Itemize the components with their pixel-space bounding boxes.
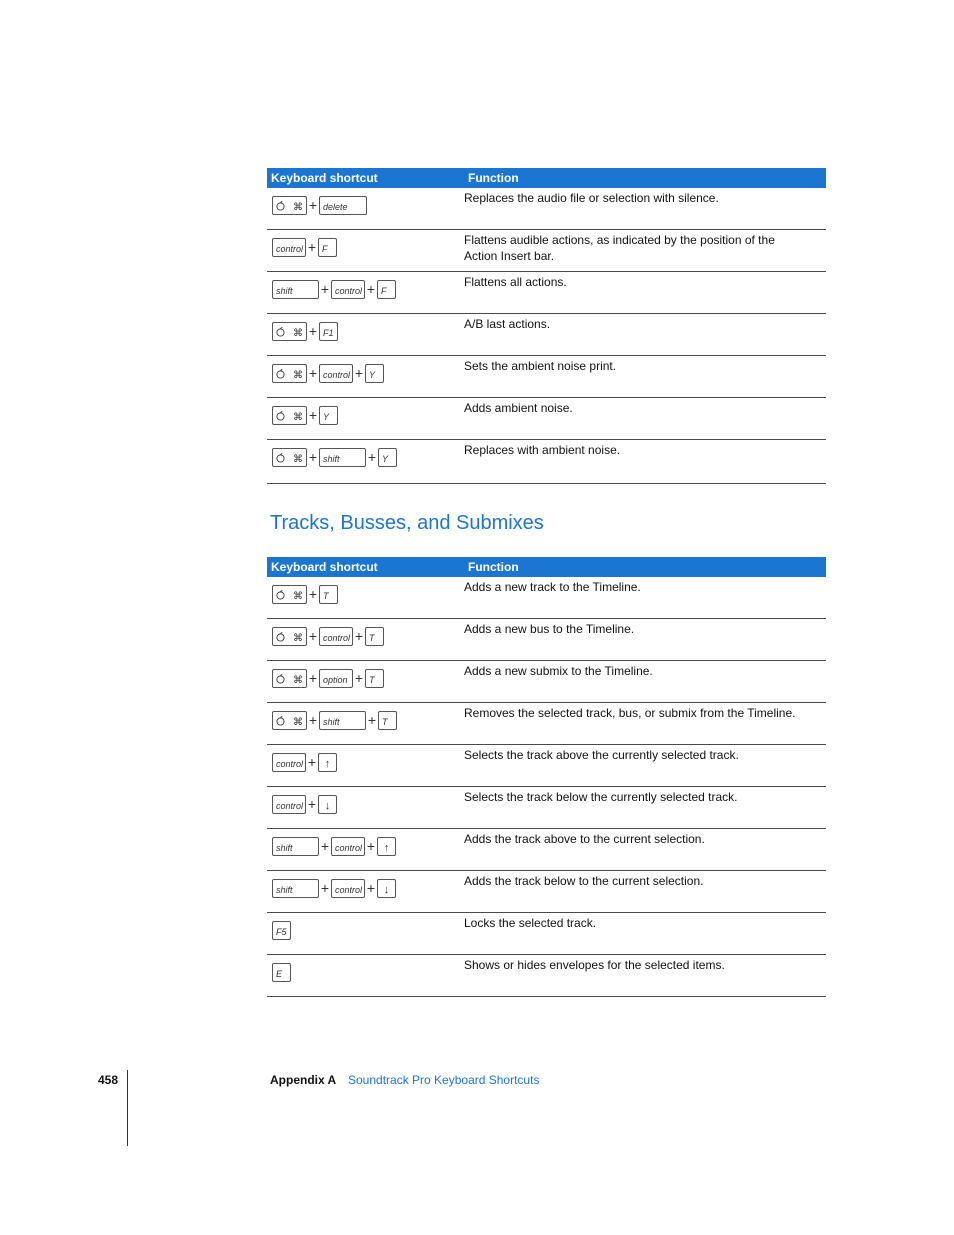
plus-icon: +: [308, 628, 318, 644]
function-cell: Flattens all actions.: [464, 275, 567, 289]
key-combination: [272, 627, 384, 646]
command-key: [272, 322, 307, 341]
key-t: T: [365, 669, 384, 688]
command-icon: ⌘: [293, 369, 303, 381]
plus-icon: +: [354, 670, 364, 686]
key-f: F: [318, 238, 337, 257]
key-f1: F1: [319, 322, 338, 341]
control-key: control: [319, 627, 353, 646]
key-y: Y: [319, 406, 338, 425]
command-icon: ⌘: [293, 674, 303, 686]
key-y: Y: [365, 364, 384, 383]
key-t: T: [365, 627, 384, 646]
footer-divider: [127, 1070, 128, 1146]
table-header: [267, 168, 826, 188]
command-key: [272, 196, 307, 215]
table-row: [267, 188, 826, 230]
shortcut-table-1: [267, 168, 826, 484]
function-cell: Sets the ambient noise print.: [464, 359, 617, 373]
table-row: [267, 661, 826, 703]
table-row: [267, 230, 826, 272]
command-key: [272, 364, 307, 383]
plus-icon: +: [366, 281, 376, 297]
header-shortcut: Keyboard shortcut: [271, 560, 378, 574]
command-icon: ⌘: [293, 411, 303, 423]
shift-key: shift: [272, 879, 319, 898]
table-row: [267, 577, 826, 619]
command-key: [272, 585, 307, 604]
page-number: 458: [98, 1073, 119, 1087]
command-icon: ⌘: [293, 327, 303, 339]
key-combination: [272, 585, 338, 604]
shortcut-cell: [267, 440, 464, 483]
key-combination: [272, 238, 337, 257]
up-arrow-key: ↑: [318, 753, 337, 772]
function-cell: Removes the selected track, bus, or submix from the Timeline.: [464, 706, 796, 720]
shortcut-cell: [267, 272, 464, 313]
key-e: E: [272, 963, 291, 982]
function-cell: Replaces with ambient noise.: [464, 443, 621, 457]
command-icon: ⌘: [293, 632, 303, 644]
key-t: T: [378, 711, 397, 730]
function-cell: Adds a new bus to the Timeline.: [464, 622, 635, 636]
shortcut-cell: [267, 661, 464, 702]
control-key: control: [319, 364, 353, 383]
apple-icon: [276, 369, 285, 382]
apple-icon: [276, 327, 285, 340]
down-arrow-key: ↓: [377, 879, 396, 898]
plus-icon: +: [307, 239, 317, 255]
shortcut-cell: [267, 577, 464, 618]
plus-icon: +: [367, 712, 377, 728]
plus-icon: +: [308, 407, 318, 423]
plus-icon: +: [308, 712, 318, 728]
key-combination: [272, 669, 384, 688]
table-row: [267, 356, 826, 398]
command-key: [272, 627, 307, 646]
command-icon: ⌘: [293, 716, 303, 728]
plus-icon: +: [308, 586, 318, 602]
shift-key: shift: [272, 837, 319, 856]
plus-icon: +: [308, 365, 318, 381]
apple-icon: [276, 453, 285, 466]
key-combination: [272, 406, 338, 425]
shortcut-cell: [267, 871, 464, 912]
up-arrow-key: ↑: [377, 837, 396, 856]
shortcut-cell: [267, 188, 464, 229]
function-cell: Adds a new track to the Timeline.: [464, 580, 641, 594]
plus-icon: +: [307, 754, 317, 770]
table-row: [267, 272, 826, 314]
control-key: control: [331, 879, 365, 898]
table-row: [267, 619, 826, 661]
shortcut-cell: [267, 314, 464, 355]
command-key: [272, 406, 307, 425]
key-combination: [272, 921, 291, 940]
header-shortcut: Keyboard shortcut: [271, 171, 378, 185]
function-cell: Selects the track below the currently selected track.: [464, 790, 738, 804]
apple-icon: [276, 674, 285, 687]
plus-icon: +: [354, 365, 364, 381]
shortcut-cell: [267, 398, 464, 439]
footer-appendix: Appendix A: [270, 1073, 337, 1087]
plus-icon: +: [366, 880, 376, 896]
plus-icon: +: [354, 628, 364, 644]
shortcut-cell: [267, 619, 464, 660]
plus-icon: +: [308, 197, 318, 213]
key-t: T: [319, 585, 338, 604]
key-combination: [272, 711, 397, 730]
header-function: Function: [468, 560, 519, 574]
function-cell: Flattens audible actions, as indicated by the position of the Action Insert bar.: [464, 233, 775, 263]
table-row: [267, 440, 826, 484]
control-key: control: [331, 837, 365, 856]
table-row: [267, 871, 826, 913]
plus-icon: +: [307, 796, 317, 812]
function-cell: Adds the track above to the current selection.: [464, 832, 705, 846]
command-icon: ⌘: [293, 453, 303, 465]
option-key: option: [319, 669, 353, 688]
header-function: Function: [468, 171, 519, 185]
key-combination: [272, 322, 338, 341]
table-row: [267, 787, 826, 829]
plus-icon: +: [366, 838, 376, 854]
command-key: [272, 711, 307, 730]
key-combination: [272, 963, 291, 982]
apple-icon: [276, 632, 285, 645]
shortcut-cell: [267, 356, 464, 397]
shortcut-cell: [267, 230, 464, 271]
table-row: [267, 745, 826, 787]
table-body: [267, 577, 826, 997]
command-key: [272, 669, 307, 688]
footer-chapter-title: Soundtrack Pro Keyboard Shortcuts: [348, 1073, 540, 1087]
function-cell: Shows or hides envelopes for the selected items.: [464, 958, 725, 972]
down-arrow-key: ↓: [318, 795, 337, 814]
key-combination: [272, 280, 396, 299]
section-heading: Tracks, Busses, and Submixes: [270, 512, 544, 534]
shortcut-cell: [267, 703, 464, 744]
key-combination: [272, 879, 396, 898]
control-key: control: [331, 280, 365, 299]
function-cell: Adds a new submix to the Timeline.: [464, 664, 653, 678]
control-key: control: [272, 238, 306, 257]
plus-icon: +: [320, 838, 330, 854]
plus-icon: +: [320, 281, 330, 297]
command-icon: ⌘: [293, 590, 303, 602]
plus-icon: +: [320, 880, 330, 896]
shift-key: shift: [319, 448, 366, 467]
shift-key: shift: [319, 711, 366, 730]
key-y: Y: [378, 448, 397, 467]
key-combination: [272, 364, 384, 383]
shortcut-cell: [267, 745, 464, 786]
plus-icon: +: [308, 449, 318, 465]
shortcut-cell: [267, 913, 464, 954]
delete-key: delete: [319, 196, 367, 215]
plus-icon: +: [308, 323, 318, 339]
shortcut-cell: [267, 787, 464, 828]
table-row: [267, 314, 826, 356]
table-header: [267, 557, 826, 577]
table-row: [267, 955, 826, 997]
apple-icon: [276, 201, 285, 214]
apple-icon: [276, 716, 285, 729]
table-row: [267, 398, 826, 440]
table-row: [267, 703, 826, 745]
shortcut-cell: [267, 955, 464, 996]
function-cell: Locks the selected track.: [464, 916, 597, 930]
control-key: control: [272, 753, 306, 772]
key-combination: [272, 837, 396, 856]
shortcut-cell: [267, 829, 464, 870]
plus-icon: +: [308, 670, 318, 686]
table-row: [267, 913, 826, 955]
key-combination: [272, 448, 397, 467]
key-combination: [272, 795, 337, 814]
command-icon: ⌘: [293, 201, 303, 213]
function-cell: Adds the track below to the current selection.: [464, 874, 704, 888]
function-cell: Adds ambient noise.: [464, 401, 573, 415]
command-key: [272, 448, 307, 467]
shortcut-table-2: [267, 557, 826, 997]
table-body: [267, 188, 826, 484]
key-f: F: [377, 280, 396, 299]
shift-key: shift: [272, 280, 319, 299]
plus-icon: +: [367, 449, 377, 465]
key-combination: [272, 196, 367, 215]
function-cell: A/B last actions.: [464, 317, 551, 331]
table-row: [267, 829, 826, 871]
function-cell: Selects the track above the currently selected track.: [464, 748, 739, 762]
apple-icon: [276, 411, 285, 424]
apple-icon: [276, 590, 285, 603]
key-f5: F5: [272, 921, 291, 940]
key-combination: [272, 753, 337, 772]
function-cell: Replaces the audio file or selection with silence.: [464, 191, 719, 205]
control-key: control: [272, 795, 306, 814]
